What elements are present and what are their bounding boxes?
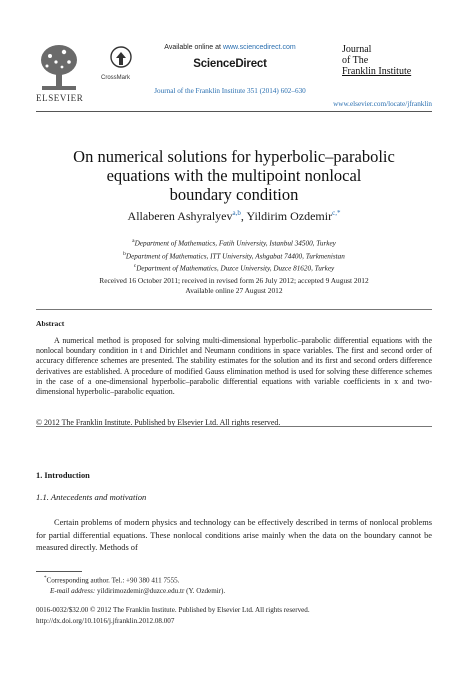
abstract-heading: Abstract [36, 319, 65, 328]
abstract-body: A numerical method is proposed for solving multi-dimensional hyperbolic–parabolic differential equations with the nonlocal boundary condition in t and Dirichlet and Neumann conditions in space variables. The first and second order of accuracy difference schemes are presented. The stability estimates for the solution and its first and second orders difference derivatives are established. A procedure of modified Gauss elimination method is used for solving these difference schemes in the case of a one-dimensional hyperbolic–parabolic differential equations with variable coefficients in x and two-dimensional hyperbolic–parabolic equation. [36, 336, 432, 397]
crossmark-label: CrossMark [101, 75, 131, 81]
author-name: Yildirim Ozdemir [246, 209, 333, 223]
journal-logo-line3: Franklin Institute [342, 66, 412, 77]
title-line3: boundary condition [169, 185, 299, 204]
abstract-bottom-divider [36, 426, 432, 427]
author-affiliation-marker[interactable]: c,* [332, 209, 341, 217]
elsevier-tree-logo-icon [36, 42, 82, 94]
header-divider [36, 111, 432, 112]
footnote-text: Corresponding author. Tel.: +90 380 411 7555. [46, 576, 180, 585]
crossmark-icon[interactable] [110, 46, 132, 74]
affiliation-text: Department of Mathematics, Fatih University, Istanbul 34500, Turkey [134, 239, 336, 248]
footnote-marker: * [44, 576, 47, 581]
email-footnote [50, 587, 225, 595]
author-separator: , [240, 209, 247, 223]
abstract-top-divider [36, 309, 432, 310]
journal-url-link[interactable]: www.elsevier.com/locate/jfranklin [333, 100, 432, 108]
affiliation-list [40, 236, 428, 274]
affiliation-text: Department of Mathematics, ITT University, Ashgabat 74400, Turkmenistan [125, 251, 345, 260]
issn-copyright-line: 0016-0032/$32.00 © 2012 The Franklin Institute. Published by Elsevier Ltd. All rights reserved. [36, 606, 310, 614]
email-label: E-mail address: [50, 587, 96, 595]
available-online-line [140, 44, 320, 51]
journal-citation[interactable]: Journal of the Franklin Institute 351 (2014) 602–630 [154, 87, 306, 95]
available-online-date: Available online 27 August 2012 [185, 286, 283, 296]
journal-logo [342, 44, 411, 77]
affiliation-marker: c [133, 263, 137, 270]
author-list [40, 209, 428, 224]
affiliation-item [40, 261, 428, 274]
footnote-divider [36, 571, 82, 572]
email-address-link[interactable]: yildirimozdemir@duzce.edu.tr (Y. Ozdemir). [95, 587, 226, 595]
body-paragraph: Certain problems of modern physics and technology can be effectively described in terms of nonlocal problems for partial differential equations. These nonlocal conditions arise mainly when the data on the boundary cannot be measured directly. Methods of [36, 518, 432, 553]
title-line2: equations with the multipoint nonlocal [106, 166, 362, 185]
copyright-line: © 2012 The Franklin Institute. Published by Elsevier Ltd. All rights reserved. [36, 418, 281, 427]
sciencedirect-logo: ScienceDirect [193, 58, 267, 70]
journal-logo-line2: of The [342, 55, 369, 66]
title-line1: On numerical solutions for hyperbolic–parabolic [73, 147, 395, 166]
section-heading: 1. Introduction [36, 471, 90, 480]
doi-link[interactable]: http://dx.doi.org/10.1016/j.jfranklin.2012.08.007 [36, 617, 175, 625]
affiliation-marker: b [123, 250, 126, 257]
available-prefix: Available online at [164, 44, 223, 51]
affiliation-marker: a [132, 238, 135, 244]
corresponding-author-footnote [44, 576, 179, 584]
affiliation-text: Department of Mathematics, Duzce University, Duzce 81620, Turkey [136, 264, 335, 273]
elsevier-wordmark: ELSEVIER [36, 93, 84, 103]
received-dates: Received 16 October 2011; received in revised form 26 July 2012; accepted 9 August 2012 [99, 276, 369, 285]
subsection-heading: 1.1. Antecedents and motivation [36, 492, 147, 502]
affiliation-item [40, 236, 428, 249]
journal-logo-line1: Journal [342, 44, 372, 55]
sciencedirect-link[interactable]: www.sciencedirect.com [222, 44, 296, 51]
affiliation-item [40, 249, 428, 262]
author-affiliation-marker[interactable]: a,b [232, 209, 241, 217]
paper-title [40, 147, 428, 204]
article-history [40, 276, 428, 296]
author-name: Allaberen Ashyralyev [127, 209, 233, 223]
